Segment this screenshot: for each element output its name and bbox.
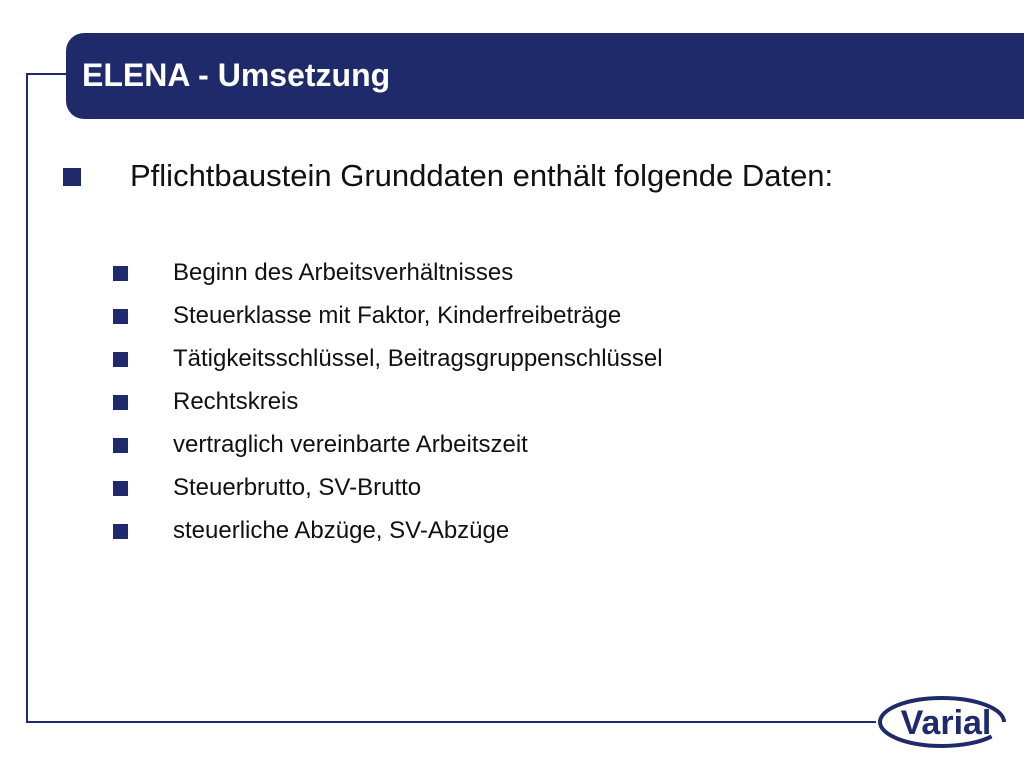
square-bullet-icon [113, 309, 128, 324]
frame-line-left [26, 73, 28, 723]
main-bullet-icon [63, 168, 81, 186]
square-bullet-icon [113, 352, 128, 367]
list-item-text: vertraglich vereinbarte Arbeitszeit [173, 431, 528, 458]
square-bullet-icon [113, 395, 128, 410]
varial-logo [872, 690, 1012, 752]
list-item-text: steuerliche Abzüge, SV-Abzüge [173, 517, 510, 544]
list-item-text: Steuerbrutto, SV-Brutto [173, 474, 422, 501]
list-item-text: Tätigkeitsschlüssel, Beitragsgruppenschlüssel [173, 345, 663, 372]
list-item-text: Beginn des Arbeitsverhältnisses [173, 259, 514, 286]
square-bullet-icon [113, 266, 128, 281]
frame-line-bottom [26, 721, 876, 723]
frame-line-top [26, 73, 70, 75]
list-item-text: Rechtskreis [173, 388, 299, 415]
list-item-text: Steuerklasse mit Faktor, Kinderfreibeträge [173, 302, 622, 329]
logo-text: Varial [900, 704, 992, 742]
square-bullet-icon [113, 524, 128, 539]
main-point: Pflichtbaustein Grunddaten enthält folgende Daten: [130, 158, 834, 193]
slide-title: ELENA - Umsetzung [82, 57, 391, 93]
square-bullet-icon [113, 438, 128, 453]
square-bullet-icon [113, 481, 128, 496]
